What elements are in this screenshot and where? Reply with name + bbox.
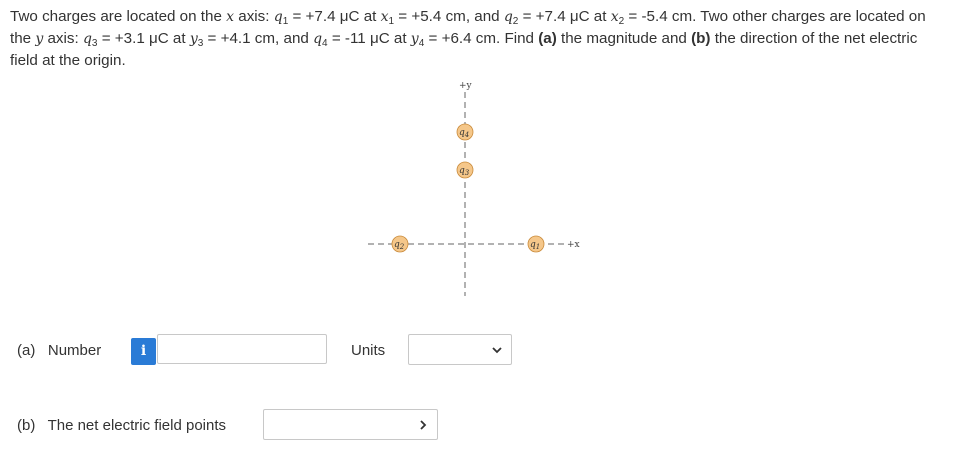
svg-text:q1: $q_1$	[530, 240, 541, 251]
svg-text:q3: $q_3$	[459, 166, 470, 177]
charge-q3	[457, 162, 473, 178]
number-input[interactable]	[157, 334, 327, 364]
part-b-label	[17, 417, 226, 434]
problem-line-1: Two charges are located on the x axis: $q_1 = +7.4$ μC at $x_1 = +5.4$ cm, and $q_2 = +7.4$ μC at $x_2 = -5.4$ cm. Two other charges are located on	[10, 8, 926, 27]
plus-y-label: +y	[459, 81, 472, 91]
problem-line-2: the y axis: $q_3 = +3.1$ μC at $y_3 = +4.1$ cm, and $q_4 = -11$ μC at $y_4 = +6.4$ cm. Find (a) the magnitude and (b) the direction of the net electric	[10, 30, 918, 49]
problem-statement	[10, 6, 945, 72]
part-a-marker: (a)	[17, 342, 36, 359]
info-icon[interactable]: i	[131, 338, 156, 365]
part-b-marker: (b)	[17, 417, 36, 434]
charge-diagram-svg	[360, 78, 590, 303]
problem-line-3: field at the origin.	[10, 52, 126, 69]
chevron-down-icon	[491, 344, 503, 356]
part-b-text: The net electric field points	[47, 417, 227, 434]
svg-text:q4: $q_4$	[459, 128, 470, 139]
direction-select[interactable]	[263, 409, 438, 440]
part-a-text: Number	[47, 342, 102, 359]
chevron-right-icon	[417, 419, 429, 431]
plus-x-label: +x	[567, 240, 580, 250]
part-a-label	[17, 342, 101, 359]
charge-q1	[528, 236, 544, 252]
charge-diagram	[360, 78, 590, 303]
units-label: Units	[351, 342, 386, 359]
svg-text:q2: $q_2$	[394, 240, 405, 251]
units-select[interactable]	[408, 334, 512, 365]
charge-q4	[457, 124, 473, 140]
charge-q2	[392, 236, 408, 252]
